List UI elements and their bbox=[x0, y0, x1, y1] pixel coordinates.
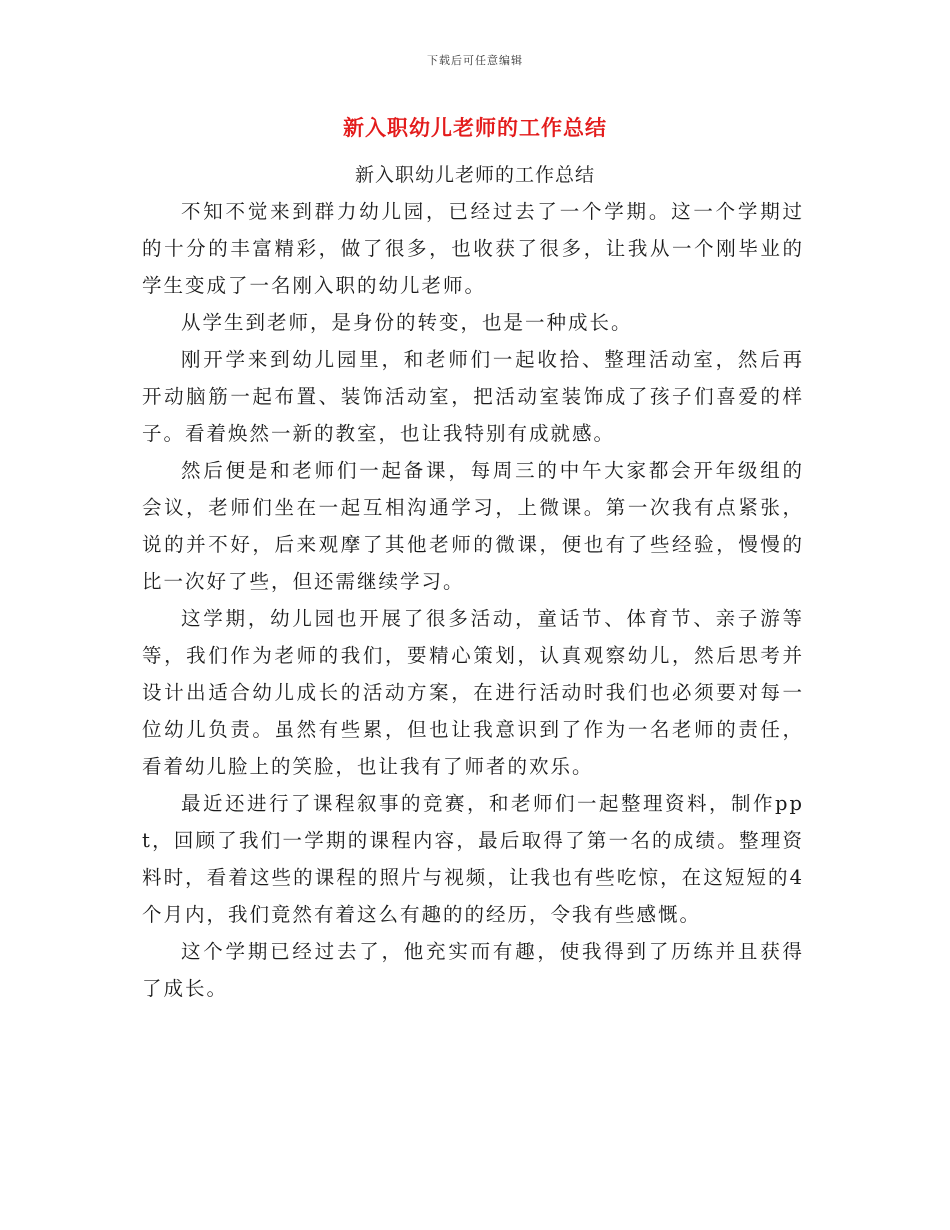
page-header-note: 下载后可任意编辑 bbox=[427, 54, 523, 67]
paragraph-lesson-prep: 然后便是和老师们一起备课，每周三的中午大家都会开年级组的会议，老师们坐在一起互相沟通学习，上微课。第一次我有点紧张，说的并不好，后来观摩了其他老师的微课，便也有了些经验，慢慢的比一次好了些，但还需继续学习。 bbox=[142, 459, 804, 593]
paragraph-activities: 这学期，幼儿园也开展了很多活动，童话节、体育节、亲子游等等，我们作为老师的我们，要精心策划，认真观察幼儿，然后思考并设计出适合幼儿成长的活动方案，在进行活动时我们也必须要对每一位幼儿负责。虽然有些累，但也让我意识到了作为一名老师的责任，看着幼儿脸上的笑脸，也让我有了师者的欢乐。 bbox=[142, 607, 804, 778]
document-subtitle: 新入职幼儿老师的工作总结 bbox=[354, 164, 595, 186]
paragraph-competition: 最近还进行了课程叙事的竞赛，和老师们一起整理资料，制作ppt，回顾了我们一学期的课程内容，最后取得了第一名的成绩。整理资料时，看着这些的课程的照片与视频，让我也有些吃惊，在这短短的4个月内，我们竟然有着这么有趣的的经历，令我有些感慨。 bbox=[142, 792, 804, 926]
document-title: 新入职幼儿老师的工作总结 bbox=[343, 115, 607, 140]
paragraph-classroom-setup: 刚开学来到幼儿园里，和老师们一起收拾、整理活动室，然后再开动脑筋一起布置、装饰活动室，把活动室装饰成了孩子们喜爱的样子。看着焕然一新的教室，也让我特别有成就感。 bbox=[142, 348, 804, 445]
paragraph-conclusion: 这个学期已经过去了，他充实而有趣，使我得到了历练并且获得了成长。 bbox=[142, 940, 804, 1000]
paragraph-role-change: 从学生到老师，是身份的转变，也是一种成长。 bbox=[181, 311, 633, 334]
document-body bbox=[142, 193, 804, 1007]
paragraph-intro: 不知不觉来到群力幼儿园，已经过去了一个学期。这一个学期过的十分的丰富精彩，做了很多，也收获了很多，让我从一个刚毕业的学生变成了一名刚入职的幼儿老师。 bbox=[142, 200, 804, 297]
